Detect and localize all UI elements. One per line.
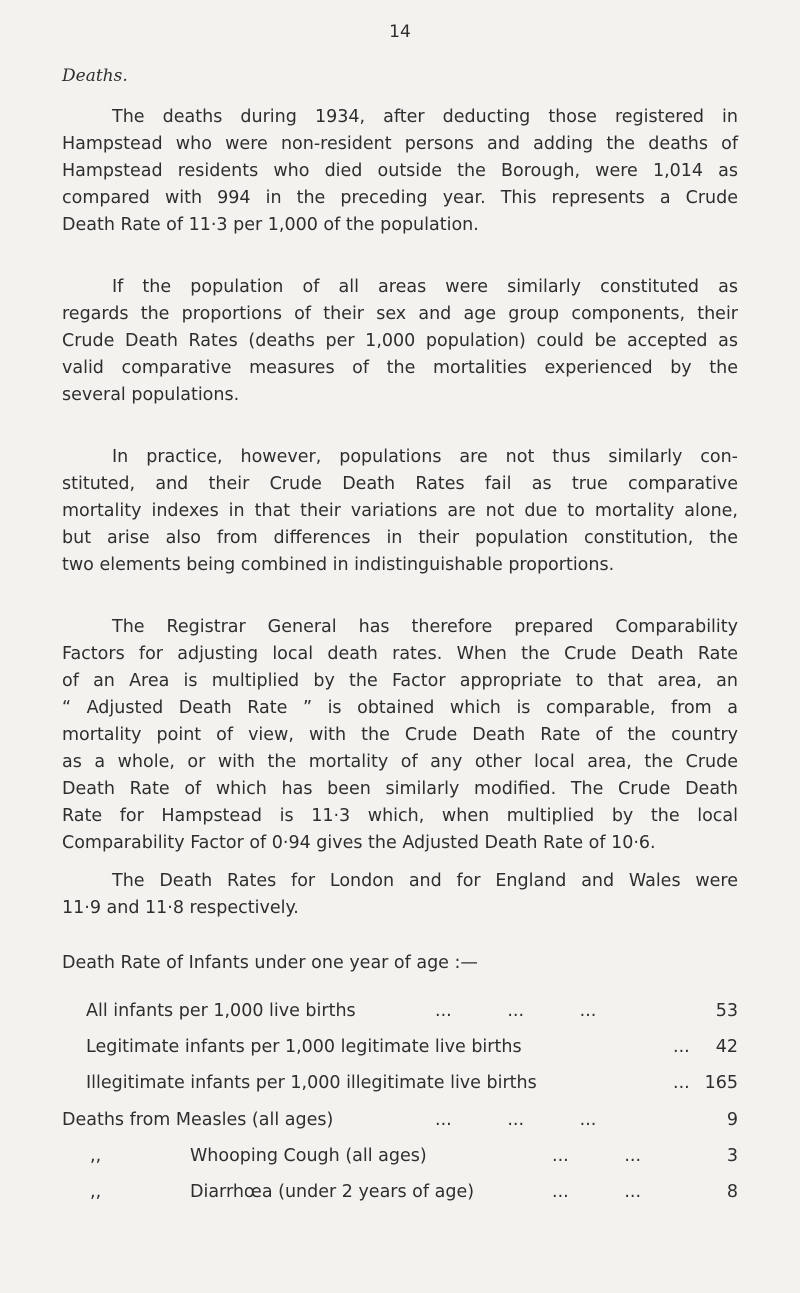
text-line: Death Rate of which has been similarly modified. The Crude Death <box>62 779 738 799</box>
text-line: several populations. <box>62 385 240 405</box>
page-number: 14 <box>389 22 411 42</box>
rate-label: All infants per 1,000 live births <box>86 1001 356 1021</box>
text-line: Hampstead who were non-resident persons and adding the deaths of <box>62 134 738 154</box>
text-line: 11·9 and 11·8 respectively. <box>62 898 299 918</box>
text-line: Hampstead residents who died outside the Borough, were 1,014 as <box>62 161 738 181</box>
disease-death-row <box>62 1146 738 1173</box>
paragraph-deaths-1934 <box>62 104 738 239</box>
text-line: The Registrar General has therefore prepared Comparability <box>112 617 738 637</box>
text-line: valid comparative measures of the mortalities experienced by the <box>62 358 738 378</box>
infant-rate-row <box>62 1001 738 1028</box>
paragraph-population-constitution <box>62 274 738 409</box>
text-line: “ Adjusted Death Rate ” is obtained which is comparable, from a <box>62 698 738 718</box>
text-line: The Death Rates for London and for England and Wales were <box>112 871 738 891</box>
text-line: but arise also from differences in their population constitution, the <box>62 528 738 548</box>
infant-rate-row <box>62 1037 738 1064</box>
disease-death-row <box>62 1110 738 1137</box>
disease-label: Whooping Cough (all ages) <box>190 1146 427 1166</box>
text-line: of an Area is multiplied by the Factor appropriate to that area, an <box>62 671 738 691</box>
rate-value: 42 <box>715 1037 738 1057</box>
dot-leader: ... ... <box>552 1182 642 1202</box>
text-line: compared with 994 in the preceding year. This represents a Crude <box>62 188 738 208</box>
disease-label: Diarrhœa (under 2 years of age) <box>190 1182 475 1202</box>
text-line: as a whole, or with the mortality of any other local area, the Crude <box>62 752 738 772</box>
dot-leader: ... ... <box>552 1146 642 1166</box>
disease-label: Deaths from Measles (all ages) <box>62 1110 334 1130</box>
ditto-mark: ,, <box>90 1146 102 1166</box>
ditto-mark: ,, <box>90 1182 102 1202</box>
text-line: mortality point of view, with the Crude Death Rate of the country <box>62 725 738 745</box>
text-line: Factors for adjusting local death rates. When the Crude Death Rate <box>62 644 738 664</box>
text-line: If the population of all areas were similarly constituted as <box>112 277 738 297</box>
text-line: stituted, and their Crude Death Rates fail as true comparative <box>62 474 738 494</box>
text-line: Comparability Factor of 0·94 gives the Adjusted Death Rate of 10·6. <box>62 833 656 853</box>
section-heading: Deaths. <box>62 66 128 86</box>
text-line: two elements being combined in indistinguishable proportions. <box>62 555 615 575</box>
text-line: Death Rate of 11·3 per 1,000 of the population. <box>62 215 479 235</box>
disease-value: 9 <box>726 1110 738 1130</box>
rate-value: 165 <box>704 1073 738 1093</box>
rate-label: Legitimate infants per 1,000 legitimate live births <box>86 1037 522 1057</box>
infant-rate-row <box>62 1073 738 1100</box>
paragraph-london-england-rates <box>62 868 738 922</box>
dot-leader: ... ... ... <box>435 1110 597 1130</box>
disease-value: 8 <box>726 1182 738 1202</box>
text-line: In practice, however, populations are not thus similarly con- <box>112 447 738 467</box>
dot-leader: ... ... ... <box>435 1001 597 1021</box>
dot-leader: ... <box>673 1037 690 1057</box>
text-line: mortality indexes in that their variations are not due to mortality alone, <box>62 501 738 521</box>
paragraph-in-practice <box>62 444 738 579</box>
dot-leader: ... <box>673 1073 690 1093</box>
disease-value: 3 <box>726 1146 738 1166</box>
rate-label: Illegitimate infants per 1,000 illegitimate live births <box>86 1073 537 1093</box>
text-line: Crude Death Rates (deaths per 1,000 population) could be accepted as <box>62 331 738 351</box>
paragraph-comparability-factors <box>62 614 738 857</box>
disease-death-row <box>62 1182 738 1209</box>
infant-rates-heading: Death Rate of Infants under one year of age :— <box>62 953 478 973</box>
text-line: regards the proportions of their sex and age group components, their <box>62 304 738 324</box>
rate-value: 53 <box>715 1001 738 1021</box>
text-line: Rate for Hampstead is 11·3 which, when multiplied by the local <box>62 806 738 826</box>
text-line: The deaths during 1934, after deducting those registered in <box>112 107 738 127</box>
